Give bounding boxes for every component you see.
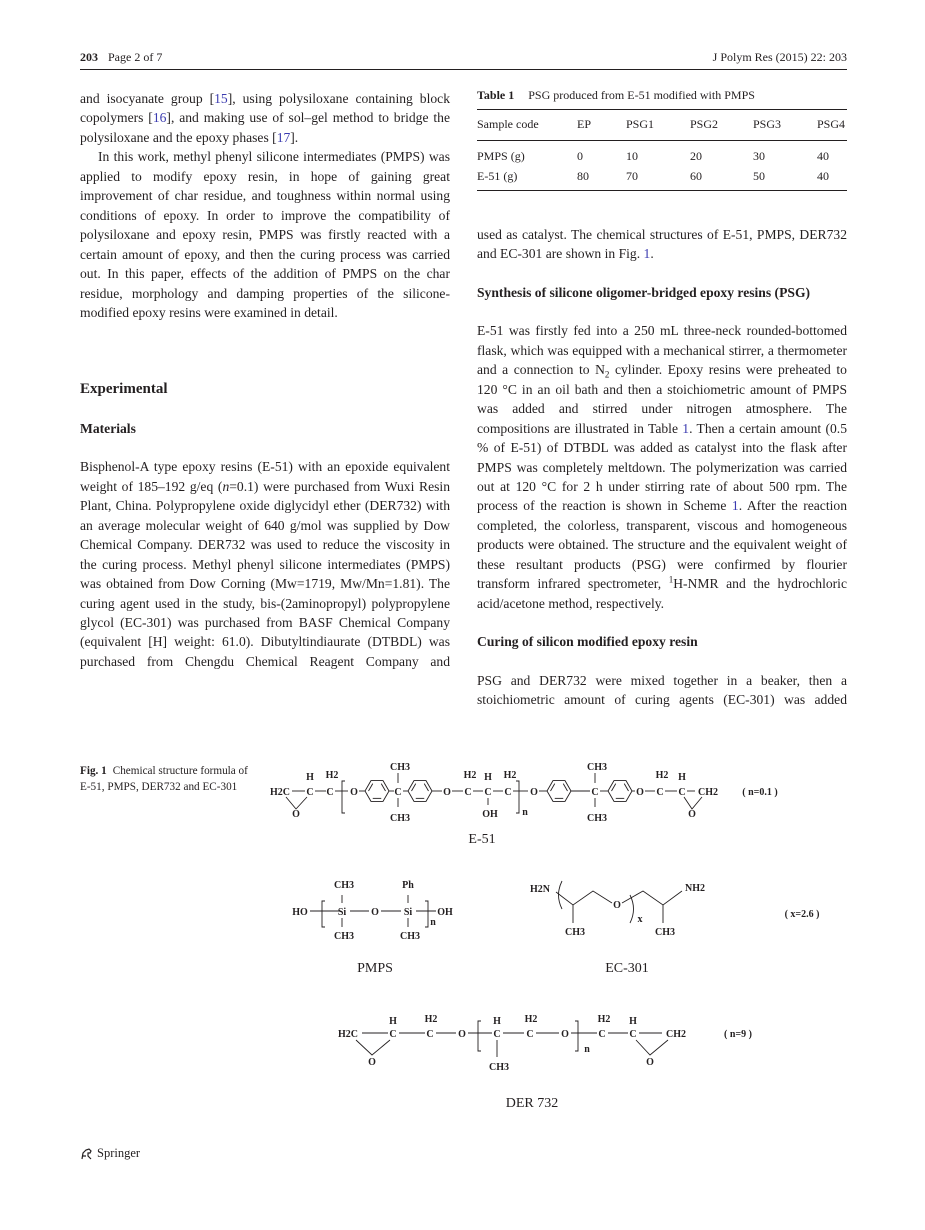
double-bond	[412, 784, 416, 791]
table-cell: 10	[626, 149, 638, 163]
epoxide-bond	[286, 797, 307, 809]
atom-label-ch3: CH3	[390, 813, 410, 824]
paragraph: used as catalyst. The chemical structures of E-51, PMPS, DER732 and EC-301 are shown in Fig. 1.	[477, 227, 847, 262]
atom-label-n: n	[430, 917, 436, 928]
reference-link[interactable]: 1	[731, 498, 739, 514]
table-cell: 80	[577, 169, 589, 183]
atom-label-c: C	[484, 787, 492, 798]
ec301-parameter: ( x=2.6 )	[784, 909, 820, 920]
atom-label-h2: H2	[424, 1014, 438, 1025]
atom-label-ch3: CH3	[334, 880, 354, 891]
atom-label-c: C	[656, 787, 664, 798]
atom-label-h: H	[629, 1016, 637, 1027]
table-top-rule	[477, 109, 847, 110]
double-bond	[424, 784, 428, 791]
paragraph: E-51 was firstly fed into a 250 mL three-neck rounded-bottomed flask, which was equipped with a mechanical stirrer, a thermometer and a connection to $N_2$ cylinder. Epoxy resins were preheated to 120 °C in an oil bath and then a stoichiometric amount of PMPS was added and stirred under nitrogen atmosphere. The compositions are illustrated in Table 1. Then a certain amount (0.5 % of E-51) of DTBDL was added as catalyst into the flask after PMPS was completely meltdown. The polymerization was carried out at 120 °C for 2 h under stirring rate of about 500 rpm. The process of the reaction is shown in Scheme 1. After the reaction completed, the colorless, transparent, viscous and homogeneous products were obtained. The structure and the equivalent weight of these resultant products (PSG) were confirmed by flourier transform infrared spectrometer, $^1$H-NMR and the hydrochloric acid/acetone method, respectively.	[477, 323, 847, 611]
e51-parameter: ( n=0.1 )	[742, 787, 778, 798]
atom-label-ch3: CH3	[489, 1062, 509, 1073]
table-label: Table 1	[477, 88, 515, 102]
atom-label-o: O	[530, 787, 538, 798]
paragraph: In this work, methyl phenyl silicone intermediates (PMPS) was applied to modify epoxy resin, in hope of gaining great improvement of char residue, and toughness within normal using conditions of epoxy. In order to improve the compatibility of polysiloxane and epoxy resin, PMPS was firstly reacted with a certain amount of epoxy, and then the curing process was carried out. In this paper, effects of the addition of PMPS on the char residue, morphology and damping properties of the silicone-modified epoxy resins were examined in detail.	[80, 149, 450, 320]
atom-label-oh: OH	[482, 809, 498, 820]
double-bond	[612, 784, 616, 791]
table-column-header: PSG2	[690, 117, 719, 131]
atom-label-n: n	[584, 1044, 590, 1055]
publisher-name: Springer	[97, 1146, 141, 1160]
repeat-bracket	[342, 781, 345, 813]
backbone-bond	[556, 891, 612, 905]
table-column-header: Sample code	[477, 117, 539, 131]
repeat-bracket	[478, 1021, 481, 1051]
subsection-heading-curing: Curing of silicon modified epoxy resin	[477, 634, 698, 650]
table-bottom-rule	[477, 190, 847, 191]
table-caption-text: PSG produced from E-51 modified with PMPS	[528, 88, 755, 102]
table-cell: PMPS (g)	[477, 149, 525, 163]
atom-label-h2: H2	[655, 770, 669, 781]
atom-label-o: O	[636, 787, 644, 798]
atom-label-h2: H2	[597, 1014, 611, 1025]
repeat-bracket	[575, 1021, 578, 1051]
reference-link[interactable]: 17	[276, 129, 291, 145]
table-cell: 50	[753, 169, 765, 183]
atom-label-o: O	[371, 907, 379, 918]
publisher-logo	[80, 1146, 140, 1161]
table-cell: E-51 (g)	[477, 169, 518, 183]
subsection-heading-synthesis: Synthesis of silicone oligomer-bridged epoxy resins (PSG)	[477, 284, 811, 300]
atom-label-c: C	[394, 787, 402, 798]
atom-label-h2c: H2C	[270, 787, 290, 798]
atom-label-c: C	[426, 1029, 434, 1040]
e51-label: E-51	[468, 832, 496, 847]
atom-label-si: Si	[403, 907, 413, 918]
double-bond	[551, 784, 555, 791]
atom-label-o: O	[443, 787, 451, 798]
atom-label-ch2: CH2	[698, 787, 718, 798]
atom-label-nh2: NH2	[685, 883, 705, 894]
atom-label-c: C	[629, 1029, 637, 1040]
atom-label-c: C	[678, 787, 686, 798]
figure-caption	[80, 764, 260, 795]
paragraph: PSG and DER732 were mixed together in a beaker, then a stoichiometric amount of curing agents (EC-301) was added	[477, 672, 847, 708]
page-number: 203	[80, 50, 98, 64]
atom-label-h: H	[306, 772, 314, 783]
figure-label: Fig. 1	[80, 765, 107, 777]
table-cell: 0	[577, 149, 583, 163]
der732-parameter: ( n=9 )	[724, 1029, 752, 1040]
atom-label-h2c: H2C	[338, 1029, 358, 1040]
atom-label-h2: H2	[463, 770, 477, 781]
figure-1-chemical-structures	[270, 755, 870, 1155]
italic-symbol: n	[222, 478, 230, 494]
atom-label-o: O	[688, 809, 696, 820]
atom-label-o: O	[646, 1057, 654, 1068]
table-column-header: PSG3	[753, 117, 782, 131]
atom-label-h: H	[678, 772, 686, 783]
atom-label-o: O	[350, 787, 358, 798]
atom-label-c: C	[504, 787, 512, 798]
table-caption	[477, 88, 755, 103]
double-bond	[563, 784, 567, 791]
table-cell: 40	[817, 149, 829, 163]
atom-label-ch2: CH2	[666, 1029, 686, 1040]
atom-label-n: n	[522, 807, 528, 818]
reference-link[interactable]: 1	[643, 246, 651, 262]
left-column	[80, 89, 450, 671]
atom-label-o: O	[368, 1057, 376, 1068]
springer-horse-icon	[80, 1147, 94, 1161]
table-cell: 40	[817, 169, 829, 183]
atom-label-c: C	[464, 787, 472, 798]
atom-label-h2: H2	[325, 770, 339, 781]
table-column-header: PSG4	[817, 117, 846, 131]
double-bond	[369, 784, 373, 791]
paragraph: and isocyanate group [15], using polysiloxane containing block copolymers [16], and making use of sol–gel method to bridge the polysiloxane and the epoxy phases [17].	[80, 91, 450, 145]
table-column-header: EP	[577, 117, 592, 131]
journal-citation: J Polym Res (2015) 22: 203	[712, 50, 847, 64]
atom-label-h2n: H2N	[530, 884, 550, 895]
double-bond	[381, 784, 385, 791]
epoxide-bond	[356, 1040, 390, 1055]
repeat-bracket	[425, 901, 428, 927]
figure-caption-text: Chemical structure formula of E-51, PMPS, DER732 and EC-301	[80, 765, 248, 793]
atom-label-c: C	[591, 787, 599, 798]
atom-label-h: H	[484, 772, 492, 783]
atom-label-o: O	[458, 1029, 466, 1040]
atom-label-ph: Ph	[402, 880, 414, 891]
right-column	[477, 225, 847, 710]
atom-label-h: H	[389, 1016, 397, 1027]
paragraph: Bisphenol-A type epoxy resins (E-51) with an epoxide equivalent weight of 185–192 g/eq (n=0.1) were purchased from Wuxi Resin Plant, China. Polypropylene oxide diglycidyl ether (DER732) with an average molecular weight of 640 g/mol was supplied by Dow Chemical Company. DER732 was used to reduce the viscosity in the curing process. Methyl phenyl silicone intermediates (PMPS) was obtained from Dow Corning (Mw=1719, Mw/Mn=1.81). The curing agent used in the study, bis-(2aminopropyl) polypropylene glycol (EC-301) was purchased from BASF Chemical Company (equivalent [H] weight: 61.0). Dibutyltindiaurate (DTBDL) was purchased from Chengdu Chemical Reagent Company and	[80, 459, 450, 669]
epoxide-bond	[684, 797, 702, 809]
table-column-header: PSG1	[626, 117, 655, 131]
superscript: 1	[668, 574, 674, 585]
atom-label-c: C	[598, 1029, 606, 1040]
subscript: 2	[604, 369, 610, 380]
table-cell: 20	[690, 149, 702, 163]
reference-link[interactable]: 1	[682, 420, 690, 436]
epoxide-bond	[636, 1040, 668, 1055]
table-cell: 30	[753, 149, 765, 163]
reference-link[interactable]: 15	[214, 91, 228, 106]
atom-label-x: x	[637, 914, 643, 925]
atom-label-o: O	[561, 1029, 569, 1040]
atom-label-c: C	[326, 787, 334, 798]
atom-label-h2: H2	[524, 1014, 538, 1025]
table-header-rule	[477, 140, 847, 141]
atom-label-ho: HO	[292, 907, 308, 918]
atom-label-ch3: CH3	[390, 762, 410, 773]
atom-label-ch3: CH3	[334, 931, 354, 942]
atom-label-h2: H2	[503, 770, 517, 781]
atom-label-h: H	[493, 1016, 501, 1027]
der732-label: DER 732	[505, 1096, 559, 1111]
atom-label-o: O	[292, 809, 300, 820]
section-heading-experimental: Experimental	[80, 381, 168, 398]
atom-label-ch3: CH3	[565, 927, 585, 938]
atom-label-oh: OH	[437, 907, 453, 918]
atom-label-si: Si	[337, 907, 347, 918]
table-cell: 60	[690, 169, 702, 183]
table-cell: 70	[626, 169, 638, 183]
atom-label-c: C	[389, 1029, 397, 1040]
page-of: Page 2 of 7	[108, 50, 163, 64]
atom-label-c: C	[526, 1029, 534, 1040]
header-rule	[80, 69, 847, 70]
atom-label-ch3: CH3	[655, 927, 675, 938]
reference-link[interactable]: 16	[152, 110, 167, 126]
ec301-label: EC-301	[605, 961, 649, 976]
atom-label-ch3: CH3	[587, 813, 607, 824]
atom-label-c: C	[306, 787, 314, 798]
atom-label-c: C	[493, 1029, 501, 1040]
atom-label-ch3: CH3	[587, 762, 607, 773]
repeat-bracket	[516, 781, 519, 813]
double-bond	[624, 784, 628, 791]
subsection-heading-materials: Materials	[80, 420, 136, 436]
pmps-label: PMPS	[357, 961, 393, 976]
atom-label-o: O	[613, 900, 621, 911]
atom-label-ch3: CH3	[400, 931, 420, 942]
repeat-bracket	[322, 901, 325, 927]
running-header-left	[80, 50, 162, 65]
